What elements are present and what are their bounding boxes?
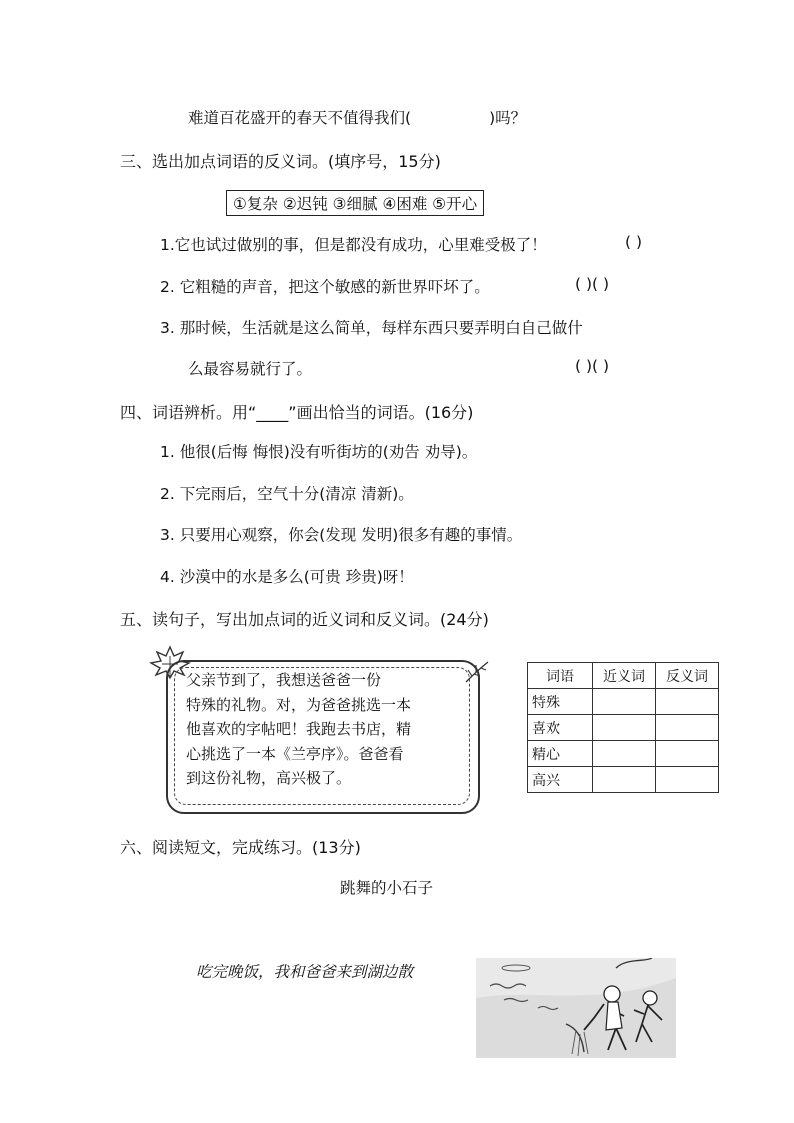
option-box: ①复杂 ②迟钝 ③细腻 ④困难 ⑤开心 <box>226 190 484 216</box>
section-5-heading: 五、读句子，写出加点词的近义词和反义词。(24分) <box>120 610 489 629</box>
table-cell: 高兴 <box>528 767 593 793</box>
passage-line-1: 父亲节到了，我想送爸爸一份 <box>186 671 382 689</box>
table-row <box>528 741 719 767</box>
passage-line-5: 到这份礼物，高兴极了。 <box>186 769 352 787</box>
answer-paren-2[interactable]: ( )( ) <box>575 275 610 293</box>
table-row <box>528 715 719 741</box>
table-row <box>528 767 719 793</box>
passage-line-4: 心挑选了一本《兰亭序》。爸爸看 <box>186 744 404 763</box>
table-cell: 喜欢 <box>528 715 593 741</box>
passage-text <box>186 668 462 791</box>
answer-cell[interactable] <box>593 689 656 715</box>
fill-blank-line: 难道百花盛开的春天不值得我们( )吗？ <box>188 109 527 127</box>
answer-table <box>527 662 719 793</box>
table-header-row <box>528 663 719 689</box>
table-header: 反义词 <box>656 663 719 689</box>
section-3-item-2: 2. 它粗糙的声音，把这个敏感的新世界吓坏了。 <box>160 278 490 296</box>
story-first-line: 吃完晚饭，我和爸爸来到湖边散 <box>196 963 414 981</box>
table-cell: 精心 <box>528 741 593 767</box>
section-6-heading: 六、阅读短文，完成练习。(13分) <box>120 838 361 857</box>
table-header: 词语 <box>528 663 593 689</box>
section-4-item-3: 3. 只要用心观察，你会(发现 发明)很多有趣的事情。 <box>160 526 523 544</box>
answer-paren-3[interactable]: ( )( ) <box>575 357 610 375</box>
answer-cell[interactable] <box>593 741 656 767</box>
answer-cell[interactable] <box>656 689 719 715</box>
answer-cell[interactable] <box>593 767 656 793</box>
section-4-item-4: 4. 沙漠中的水是多么(可贵 珍贵)呀！ <box>160 568 414 586</box>
answer-cell[interactable] <box>656 767 719 793</box>
section-4-item-2: 2. 下完雨后，空气十分(清凉 清新)。 <box>160 485 414 503</box>
story-title: 跳舞的小石子 <box>340 879 434 897</box>
table-row <box>528 689 719 715</box>
section-3-heading: 三、选出加点词语的反义词。(填序号，15分) <box>120 152 441 171</box>
section-4-item-1: 1. 他很(后悔 悔恨)没有听街坊的(劝告 劝导)。 <box>160 443 478 461</box>
answer-paren-1[interactable]: ( ) <box>625 233 643 251</box>
passage-line-3: 他喜欢的字帖吧！我跑去书店，精 <box>186 720 412 738</box>
section-4-heading: 四、词语辨析。用“____”画出恰当的词语。(16分) <box>120 403 474 422</box>
answer-cell[interactable] <box>656 741 719 767</box>
table-cell: 特殊 <box>528 689 593 715</box>
passage-line-2: 特殊的礼物。对，为爸爸挑选一本 <box>186 695 412 714</box>
illustration-image <box>476 958 676 1058</box>
table-header: 近义词 <box>593 663 656 689</box>
section-3-item-3-cont: 么最容易就行了。 <box>188 360 313 378</box>
section-3-item-3: 3. 那时候，生活就是这么简单，每样东西只要弄明白自己做什 <box>160 319 583 337</box>
section-3-item-1: 1.它也试过做别的事，但是都没有成功，心里难受极了！ <box>160 236 547 254</box>
answer-cell[interactable] <box>656 715 719 741</box>
answer-cell[interactable] <box>593 715 656 741</box>
